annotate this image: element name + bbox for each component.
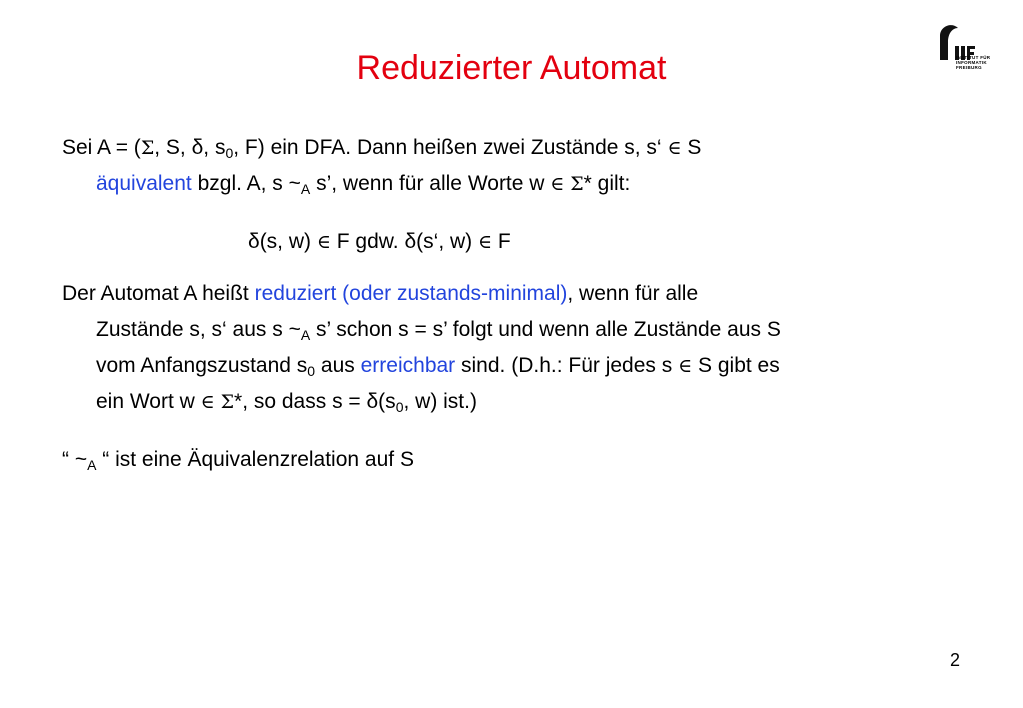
formula-line: δ(s, w) ∈ F gdw. δ(s‘, w) ∈ F bbox=[248, 230, 511, 253]
page-number: 2 bbox=[950, 650, 961, 670]
element-of-symbol: ∈ bbox=[667, 137, 682, 159]
logo-caption: INSTITUT FÜR INFORMATIK FREIBURG bbox=[956, 55, 991, 70]
sigma-symbol: Σ bbox=[140, 137, 155, 159]
slide-title: Reduzierter Automat bbox=[356, 49, 667, 87]
iif-logo-icon bbox=[930, 20, 1002, 84]
term-erreichbar: erreichbar bbox=[360, 354, 456, 377]
definition-equivalence: Sei A = (Σ, S, δ, $s_0$, F) ein DFA. Dann heißen zwei Zustände s, s‘ ∈ S äquivalent bzgl. A, s $\sim_A$ s’, wenn für alle Worte w ∈ Σ* gilt: bbox=[62, 136, 702, 197]
equivalence-relation-note: “ $\sim_A$ “ ist eine Äquivalenzrelation auf S bbox=[62, 448, 414, 473]
definition-reduced: Der Automat A heißt reduziert (oder zustands-minimal), wenn für alle Zustände s, s‘ aus s $\sim_A$ s’ schon s = s’ folgt und wenn alle Zustände aus S vom Anfangszustand $s_0$ aus erreichbar sind. (D.h.: Für jedes s ∈ S gibt es ein Wort w ∈ Σ*, so dass $s = \delta(s_0$, w) ist.) bbox=[62, 282, 781, 415]
term-reduziert: reduziert (oder zustands-minimal) bbox=[254, 282, 568, 305]
term-aequivalent: äquivalent bbox=[96, 172, 192, 195]
institute-logo bbox=[930, 20, 1002, 84]
